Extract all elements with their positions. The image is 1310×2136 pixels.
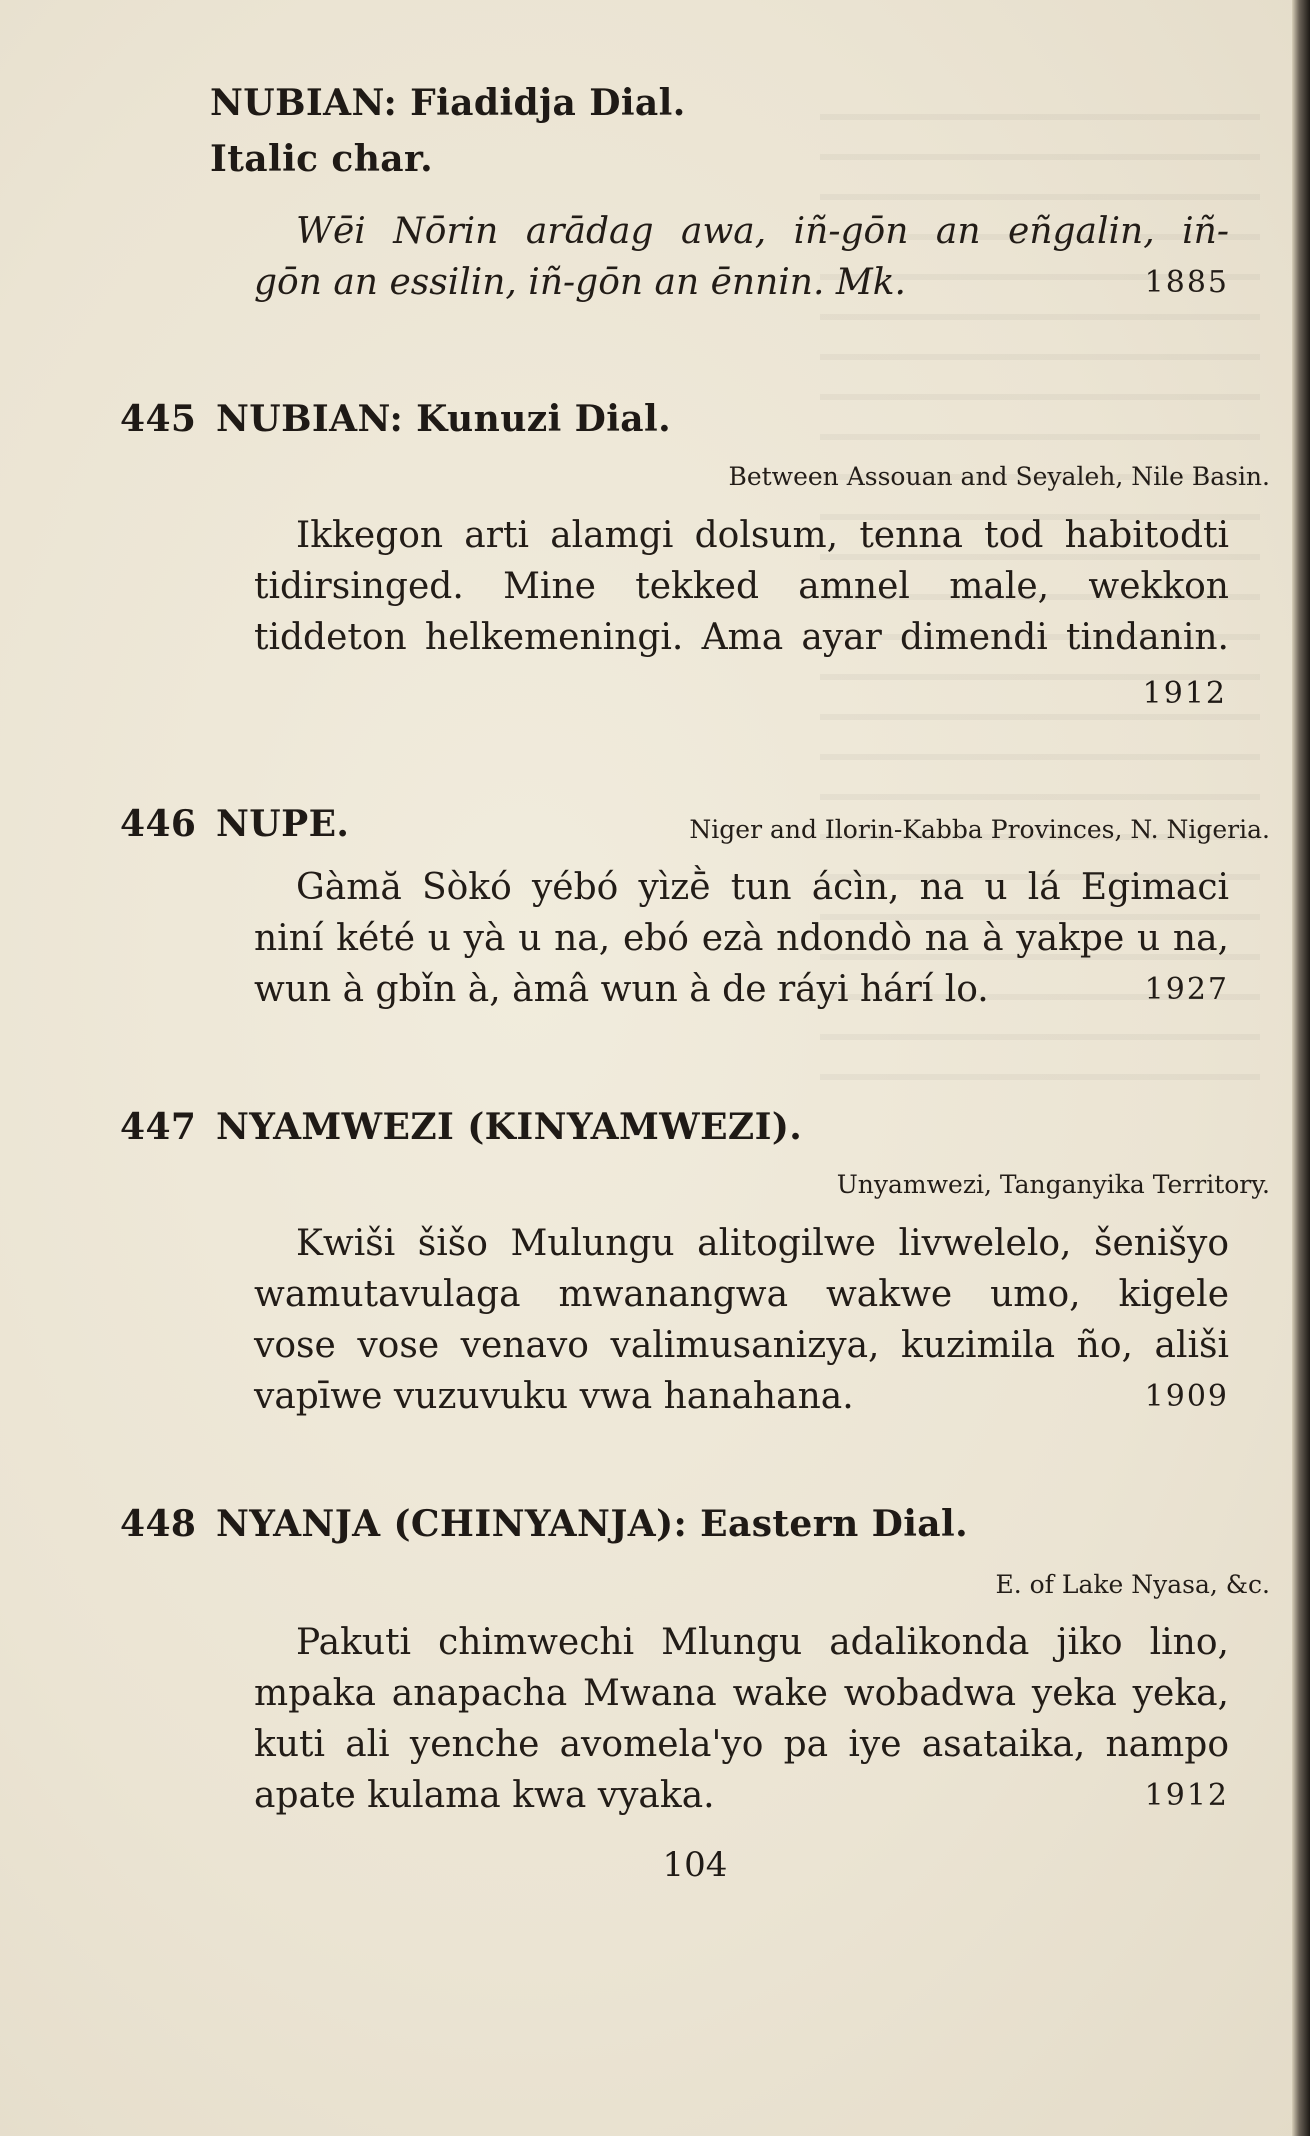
paragraph-line-text: apate kulama kwa vyaka. (254, 1775, 715, 1816)
paragraph-line-last (254, 1371, 1229, 1422)
entry-subheading (210, 138, 433, 180)
entry-year: 1912 (1144, 1778, 1229, 1813)
entry-year: 1912 (1142, 676, 1227, 711)
entry-heading-text: NUBIAN: Kunuzi Dial. (216, 398, 672, 440)
paragraph-line-last (254, 257, 1229, 308)
paragraph-line: tidirsinged. Mine tekked amnel male, wekkon (254, 566, 1229, 607)
entry-heading-text: NYAMWEZI (KINYAMWEZI). (216, 1106, 803, 1148)
paragraph-line: Gàmă Sòkó yébó yìzḕ tun ácìn, na u lá Egimaci (296, 867, 1229, 908)
entry-heading-text: NUPE. (216, 803, 350, 845)
entry-number: 447 (120, 1106, 197, 1148)
entry-number: 446 (120, 803, 197, 845)
entry-paragraph (254, 1617, 1229, 1821)
entry-year: 1909 (1144, 1379, 1229, 1414)
paragraph-line-last (254, 1770, 1229, 1821)
entry-region: Between Assouan and Seyaleh, Nile Basin. (728, 462, 1270, 491)
paragraph-line-text: vapīwe vuzuvuku vwa hanahana. (254, 1376, 854, 1417)
entry-paragraph (254, 206, 1229, 308)
entry-heading (210, 82, 686, 124)
page-spine-edge (1292, 0, 1310, 2136)
paragraph-line: tiddeton helkemeningi. Ama ayar dimendi tindanin. (254, 617, 1229, 658)
page-number: 104 (662, 1845, 728, 1885)
entry-paragraph (254, 510, 1229, 663)
entry-heading (120, 1503, 968, 1545)
entry-heading-text: NUBIAN: Fiadidja Dial. (210, 82, 686, 124)
entry-heading (120, 398, 671, 440)
entry-heading (120, 1106, 802, 1148)
paragraph-line: vose vose venavo valimusanizya, kuzimila ño, ališi (254, 1325, 1229, 1366)
paragraph-line: Ikkegon arti alamgi dolsum, tenna tod habitodti (296, 515, 1229, 556)
paragraph-line: niní kété u yà u na, ebó ezà ndondò na à yakpe u na, (254, 918, 1229, 959)
entry-region: E. of Lake Nyasa, &c. (995, 1570, 1270, 1599)
entry-year: 1927 (1144, 972, 1229, 1007)
paragraph-line: Wēi Nōrin arādag awa, iñ-gōn an eñgalin, iñ- (296, 211, 1229, 252)
paragraph-line-last (254, 964, 1229, 1015)
paragraph-line: Pakuti chimwechi Mlungu adalikonda jiko lino, (296, 1622, 1229, 1663)
entry-region: Niger and Ilorin-Kabba Provinces, N. Nigeria. (689, 815, 1270, 844)
paragraph-line: wamutavulaga mwanangwa wakwe umo, kigele (254, 1274, 1229, 1315)
entry-heading (120, 803, 349, 845)
entry-subheading-text: Italic char. (210, 138, 434, 180)
entry-number: 448 (120, 1503, 197, 1545)
paragraph-line: Kwiši šišo Mulungu alitogilwe livwelelo, šenišyo (296, 1223, 1229, 1264)
paragraph-line-text: wun à gbǐn à, àmâ wun à de ráyi hárí lo. (254, 969, 989, 1010)
entry-region: Unyamwezi, Tanganyika Territory. (836, 1170, 1270, 1199)
paragraph-line: kuti ali yenche avomela'yo pa iye asataika, nampo (254, 1724, 1229, 1765)
paragraph-line: mpaka anapacha Mwana wake wobadwa yeka yeka, (254, 1673, 1229, 1714)
entry-heading-text: NYANJA (CHINYANJA): Eastern Dial. (216, 1503, 969, 1545)
entry-paragraph (254, 1218, 1229, 1422)
entry-year: 1885 (1144, 265, 1229, 300)
entry-number: 445 (120, 398, 197, 440)
entry-paragraph (254, 862, 1229, 1015)
paragraph-line-text: gōn an essilin, iñ-gōn an ēnnin. Mk. (254, 262, 906, 303)
